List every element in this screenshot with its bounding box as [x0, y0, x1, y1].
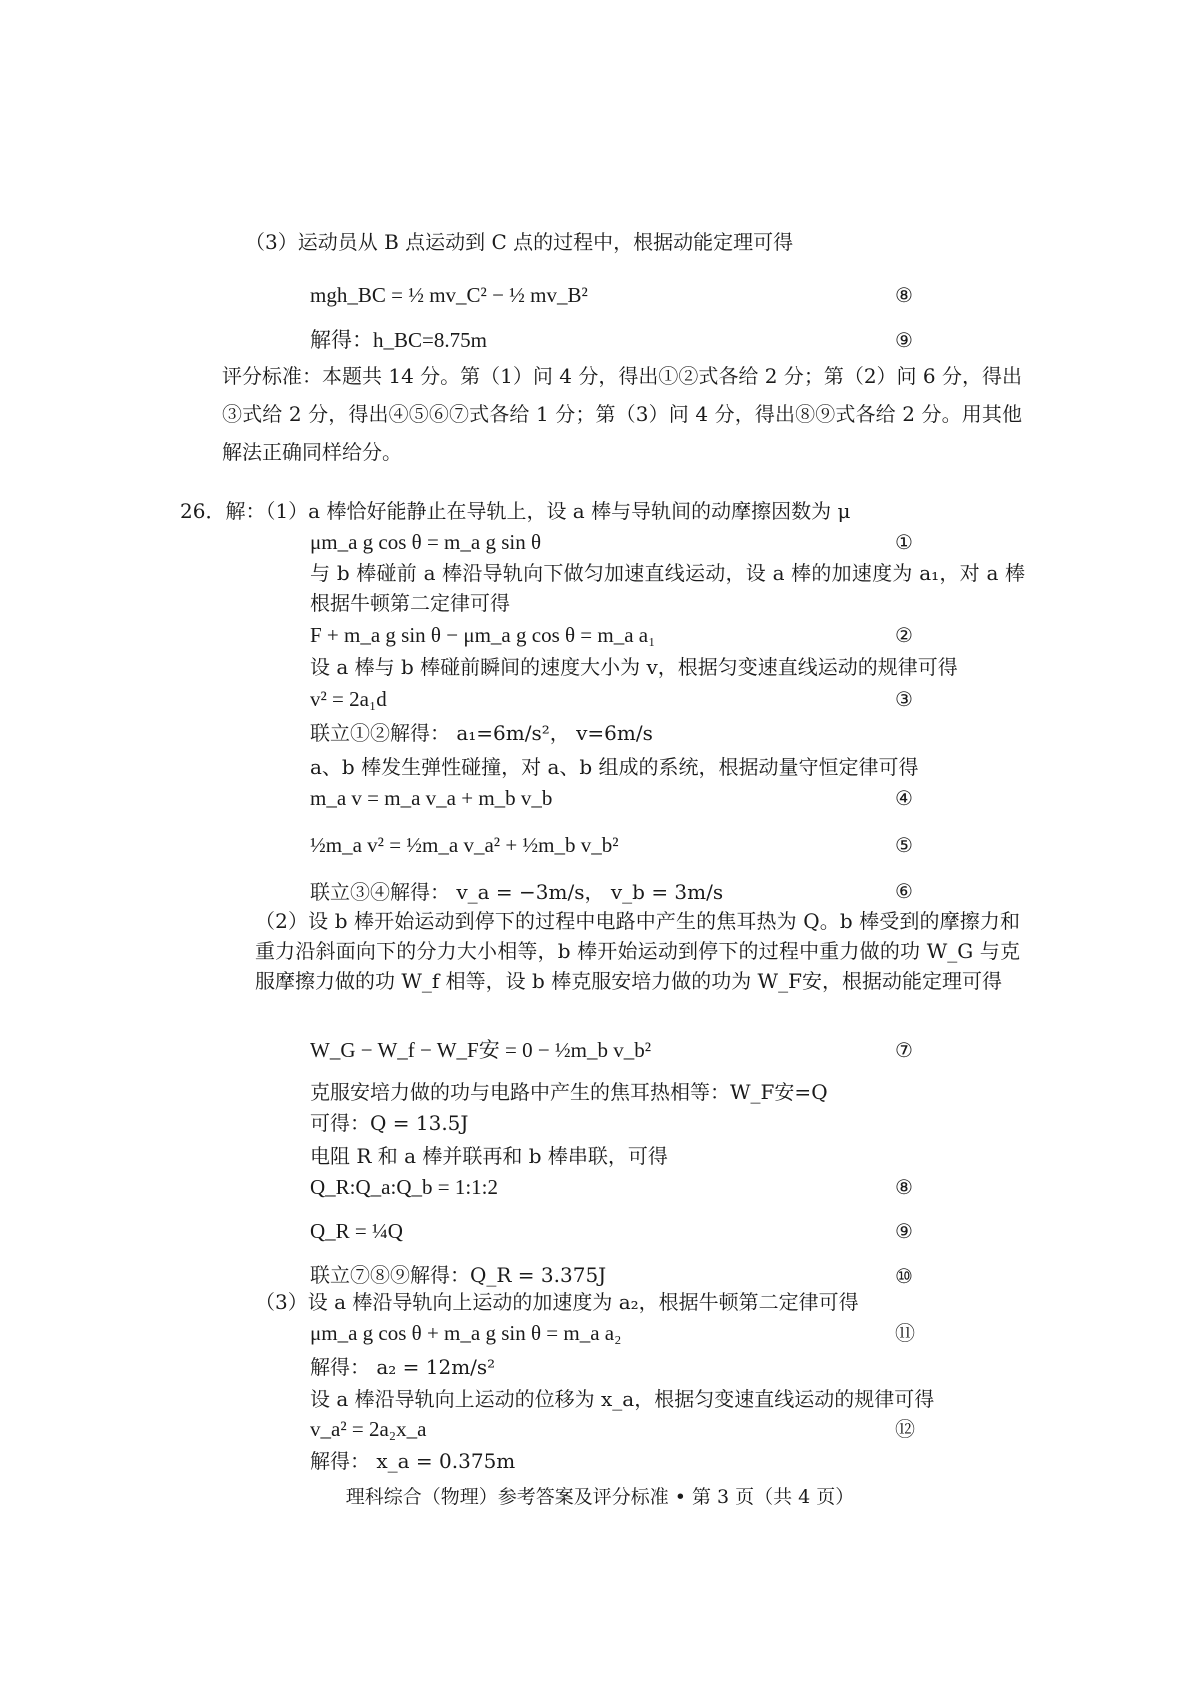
equation-1: μm_a g cos θ = m_a g sin θ	[310, 530, 542, 554]
result-xa: 解得： x_a = 0.375m	[310, 1449, 516, 1473]
q26-text-4: 克服安培力做的功与电路中产生的焦耳热相等：W_F安=Q	[310, 1080, 828, 1104]
eq-number-7: ⑦	[895, 1038, 913, 1062]
result-1-2: 联立①②解得： a₁=6m/s²， v=6m/s	[310, 721, 653, 745]
q26-text-3: a、b 棒发生弹性碰撞，对 a、b 组成的系统，根据动量守恒定律可得	[310, 755, 919, 779]
equation-12: v_a² = 2a₂x_a	[310, 1417, 427, 1441]
q26-text-2: 设 a 棒与 b 棒碰前瞬间的速度大小为 v，根据匀变速直线运动的规律可得	[310, 655, 958, 679]
eq-number-2: ②	[895, 623, 913, 647]
result-6: 联立③④解得： v_a = −3m/s， v_b = 3m/s	[310, 880, 724, 904]
scoring-standard: 评分标准：本题共 14 分。第（1）问 4 分，得出①②式各给 2 分；第（2）问 6 分，得出③式给 2 分，得出④⑤⑥⑦式各给 1 分；第（3）问 4 分，得出⑧⑨式各给 2 分。用其他解法正确同样给分。	[222, 364, 1022, 464]
part3-intro-q26: （3）设 a 棒沿导轨向上运动的加速度为 a₂，根据牛顿第二定律可得	[255, 1290, 859, 1314]
eq-number-9: ⑨	[895, 1219, 913, 1243]
page-footer: 理科综合（物理）参考答案及评分标准 • 第 3 页（共 4 页）	[345, 1486, 855, 1508]
eq-number-10: ⑩	[895, 1264, 913, 1288]
result-Q: 可得：Q = 13.5J	[310, 1111, 469, 1135]
eq-number-8: ⑧	[895, 1175, 913, 1199]
result-10: 联立⑦⑧⑨解得：Q_R = 3.375J	[310, 1263, 607, 1287]
equation-11: μm_a g cos θ + m_a g sin θ = m_a a₂	[310, 1321, 622, 1345]
equation-7: W_G − W_f − W_F安 = 0 − ½m_b v_b²	[310, 1038, 652, 1062]
eq-number-11: ⑪	[895, 1321, 915, 1345]
eq-number-8-top: ⑧	[895, 283, 913, 307]
result-9-top: 解得：h_BC=8.75m	[310, 328, 487, 352]
part2-intro: （2）设 b 棒开始运动到停下的过程中电路中产生的焦耳热为 Q。b 棒受到的摩擦力和重力沿斜面向下的分力大小相等，b 棒开始运动到停下的过程中重力做的功 W_G 与克服摩擦力做的功 W_f 相等，设 b 棒克服安培力做的功为 W_F安，根据动能定理可得	[255, 909, 1020, 993]
q26-text-1: 与 b 棒碰前 a 棒沿导轨向下做匀加速直线运动，设 a 棒的加速度为 a₁，对 a 棒根据牛顿第二定律可得	[310, 561, 1025, 615]
q26-text-5: 电阻 R 和 a 棒并联再和 b 棒串联，可得	[310, 1144, 668, 1168]
eq-number-4: ④	[895, 786, 913, 810]
equation-8-top: mgh_BC = ½ mv_C² − ½ mv_B²	[310, 283, 588, 307]
equation-4: m_a v = m_a v_a + m_b v_b	[310, 786, 553, 810]
eq-number-6: ⑥	[895, 879, 913, 903]
equation-3: v² = 2a₁d	[310, 687, 387, 711]
q26-heading: 26．解：（1）a 棒恰好能静止在导轨上，设 a 棒与导轨间的动摩擦因数为 μ	[180, 499, 851, 523]
equation-5: ½m_a v² = ½m_a v_a² + ½m_b v_b²	[310, 833, 619, 857]
eq-number-9-top: ⑨	[895, 328, 913, 352]
q26-text-6: 设 a 棒沿导轨向上运动的位移为 x_a，根据匀变速直线运动的规律可得	[310, 1387, 935, 1411]
eq-number-1: ①	[895, 530, 913, 554]
eq-number-5: ⑤	[895, 833, 913, 857]
eq-number-12: ⑫	[895, 1417, 915, 1441]
equation-2: F + m_a g sin θ − μm_a g cos θ = m_a a₁	[310, 623, 656, 647]
eq-number-3: ③	[895, 687, 913, 711]
result-a2: 解得： a₂ = 12m/s²	[310, 1355, 496, 1379]
equation-8: Q_R:Q_a:Q_b = 1:1:2	[310, 1175, 499, 1199]
equation-9: Q_R = ¼Q	[310, 1219, 403, 1243]
part3-intro: （3）运动员从 B 点运动到 C 点的过程中，根据动能定理可得	[245, 230, 794, 254]
